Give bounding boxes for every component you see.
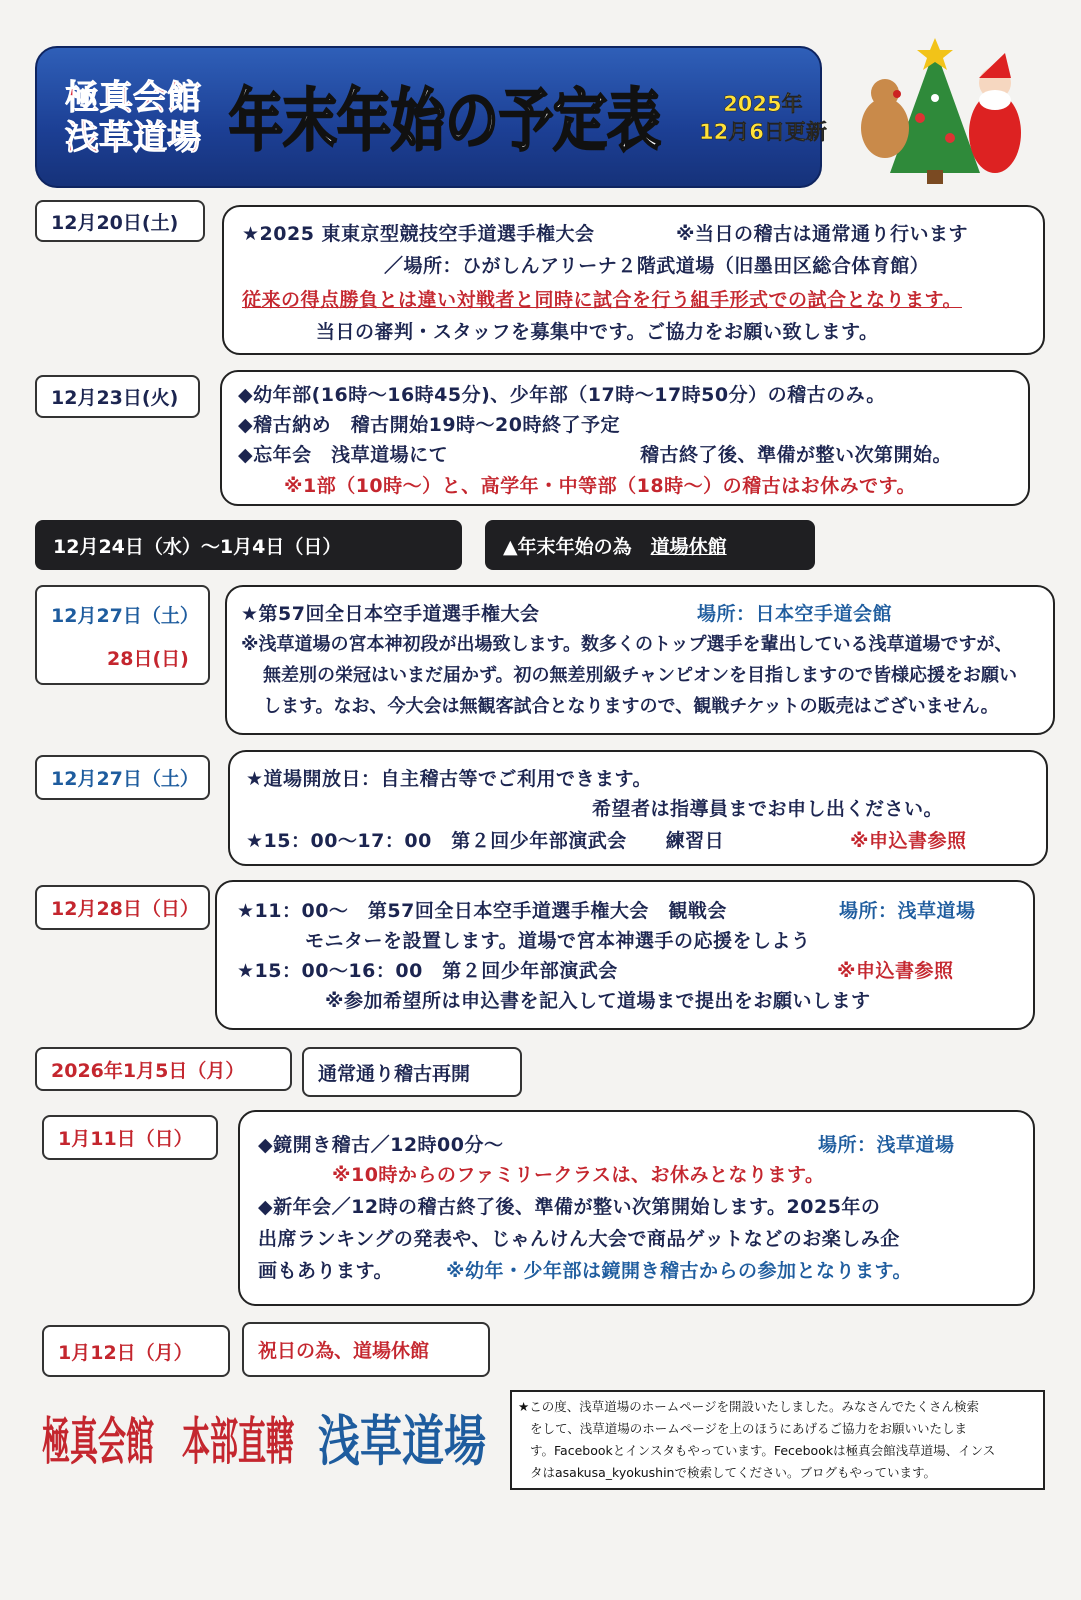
event-line: ◆幼年部(16時～16時45分)、少年部（17時～17時50分）の稽古のみ。 — [238, 384, 886, 406]
event-box — [225, 585, 1055, 735]
event-box — [220, 370, 1030, 506]
event-title: ◆鏡開き稽古／12時00分～ — [258, 1134, 504, 1156]
event-line: ◆忘年会 浅草道場にて — [238, 444, 449, 466]
date-label: 1月11日（日） — [42, 1115, 218, 1160]
date-label: 2026年1月5日（月） — [35, 1047, 292, 1091]
date-label: 1月12日（月） — [42, 1325, 230, 1377]
event-box — [228, 750, 1048, 866]
footer-org: 極真会館 本部直轄 — [42, 1412, 295, 1472]
event-venue: 場所：浅草道場 — [839, 900, 976, 922]
footer-dojo: 浅草道場 — [318, 1409, 487, 1474]
date-label: 12月28日（日） — [35, 885, 210, 930]
event-reference: ※申込書参照 — [850, 830, 967, 852]
date-end: 28日(日) — [107, 648, 189, 670]
event-line: ※浅草道場の宮本神初段が出場致します。数多くのトップ選手を輩出している浅草道場ですが、 — [241, 634, 1013, 655]
event-highlight: ※10時からのファミリークラスは、お休みとなります。 — [332, 1164, 825, 1186]
header-banner — [35, 46, 827, 188]
event-highlight: 従来の得点勝負とは違い対戦者と同時に試合を行う組手形式での試合となります。 — [242, 289, 962, 311]
event-note: 通常通り稽古再開 — [302, 1047, 522, 1097]
event-box — [222, 205, 1045, 355]
event-reference: ※申込書参照 — [837, 960, 954, 982]
event-venue: ／場所：ひがしんアリーナ２階武道場（旧墨田区総合体育館） — [384, 255, 930, 277]
closure-reason — [485, 520, 815, 570]
updated-day: 12月6日更新 — [699, 120, 827, 144]
event-title: ★2025 東東京型競技空手道選手権大会 — [242, 223, 595, 245]
org-line1: 極真会館 — [65, 78, 201, 118]
date-label — [35, 585, 210, 685]
event-title: ★第57回全日本空手道選手権大会 — [241, 603, 540, 625]
event-line: 無差別の栄冠はいまだ届かず。初の無差別級チャンピオンを目指しますので皆様応援をお願い — [263, 665, 1018, 686]
org-name — [65, 78, 201, 158]
date-label: 12月20日(土) — [35, 200, 205, 242]
event-line: 希望者は指導員までお申し出ください。 — [592, 798, 944, 820]
event-line: ◆新年会／12時の稽古終了後、準備が整い次第開始します。2025年の — [258, 1196, 881, 1218]
event-note: 当日の審判・スタッフを募集中です。ご協力をお願い致します。 — [316, 321, 879, 343]
event-line: します。なお、今大会は無観客試合となりますので、観戦チケットの販売はございません。 — [263, 696, 999, 717]
event-line: 出席ランキングの発表や、じゃんけん大会で商品ゲットなどのお楽しみ企 — [258, 1228, 900, 1250]
updated-year: 2025年 — [723, 92, 803, 116]
notice-line: タはasakusa_kyokushinで検索してください。ブログもやっています。 — [530, 1465, 936, 1480]
org-line2: 浅草道場 — [65, 118, 201, 158]
event-note: 祝日の為、道場休館 — [242, 1322, 490, 1377]
event-box — [238, 1110, 1035, 1306]
event-line: モニターを設置します。道場で宮本神選手の応援をしよう — [305, 930, 811, 952]
event-line: ★15：00～17：00 第２回少年部演武会 練習日 — [246, 830, 725, 852]
date-start: 12月27日（土） — [51, 605, 199, 627]
notice-line: をして、浅草道場のホームページを上のほうにあげるご協力をお願いいたしま — [530, 1421, 968, 1436]
event-box — [215, 880, 1035, 1030]
closure-period: 12月24日（水）～1月4日（日） — [35, 520, 462, 570]
event-line: ★15：00～16：00 第２回少年部演武会 — [237, 960, 618, 982]
event-note: ※当日の稽古は通常通り行います — [676, 223, 968, 245]
updated-date — [699, 90, 827, 146]
event-line: ※参加希望所は申込書を記入して道場まで提出をお願いします — [325, 990, 871, 1012]
christmas-illustration-icon — [845, 38, 1035, 188]
event-line: 稽古終了後、準備が整い次第開始。 — [640, 444, 953, 466]
event-line: ★道場開放日：自主稽古等でご利用できます。 — [246, 768, 653, 790]
event-title: ★11：00～ 第57回全日本空手道選手権大会 観戦会 — [237, 900, 727, 922]
date-label: 12月27日（土） — [35, 755, 210, 800]
event-highlight: ※1部（10時～）と、高学年・中等部（18時～）の稽古はお休みです。 — [284, 475, 917, 497]
closure-text: ▲年末年始の為 — [503, 535, 651, 558]
event-venue: 場所：浅草道場 — [818, 1134, 955, 1156]
event-line: ◆稽古納め 稽古開始19時～20時終了予定 — [238, 414, 620, 436]
event-venue: 場所：日本空手道会館 — [697, 603, 893, 625]
homepage-notice — [510, 1390, 1045, 1490]
event-line: 画もあります。 — [258, 1260, 393, 1282]
notice-line: ★この度、浅草道場のホームページを開設いたしました。みなさんでたくさん検索 — [518, 1399, 979, 1414]
notice-line: す。Facebookとインスタもやっています。Fecebookは極真会館浅草道場、インス — [530, 1443, 996, 1458]
page-title: 年末年始の予定表 — [229, 81, 661, 161]
closure-emphasis: 道場休館 — [650, 535, 727, 558]
date-label: 12月23日(火) — [35, 375, 200, 418]
event-note: ※幼年・少年部は鏡開き稽古からの参加となります。 — [446, 1260, 912, 1282]
